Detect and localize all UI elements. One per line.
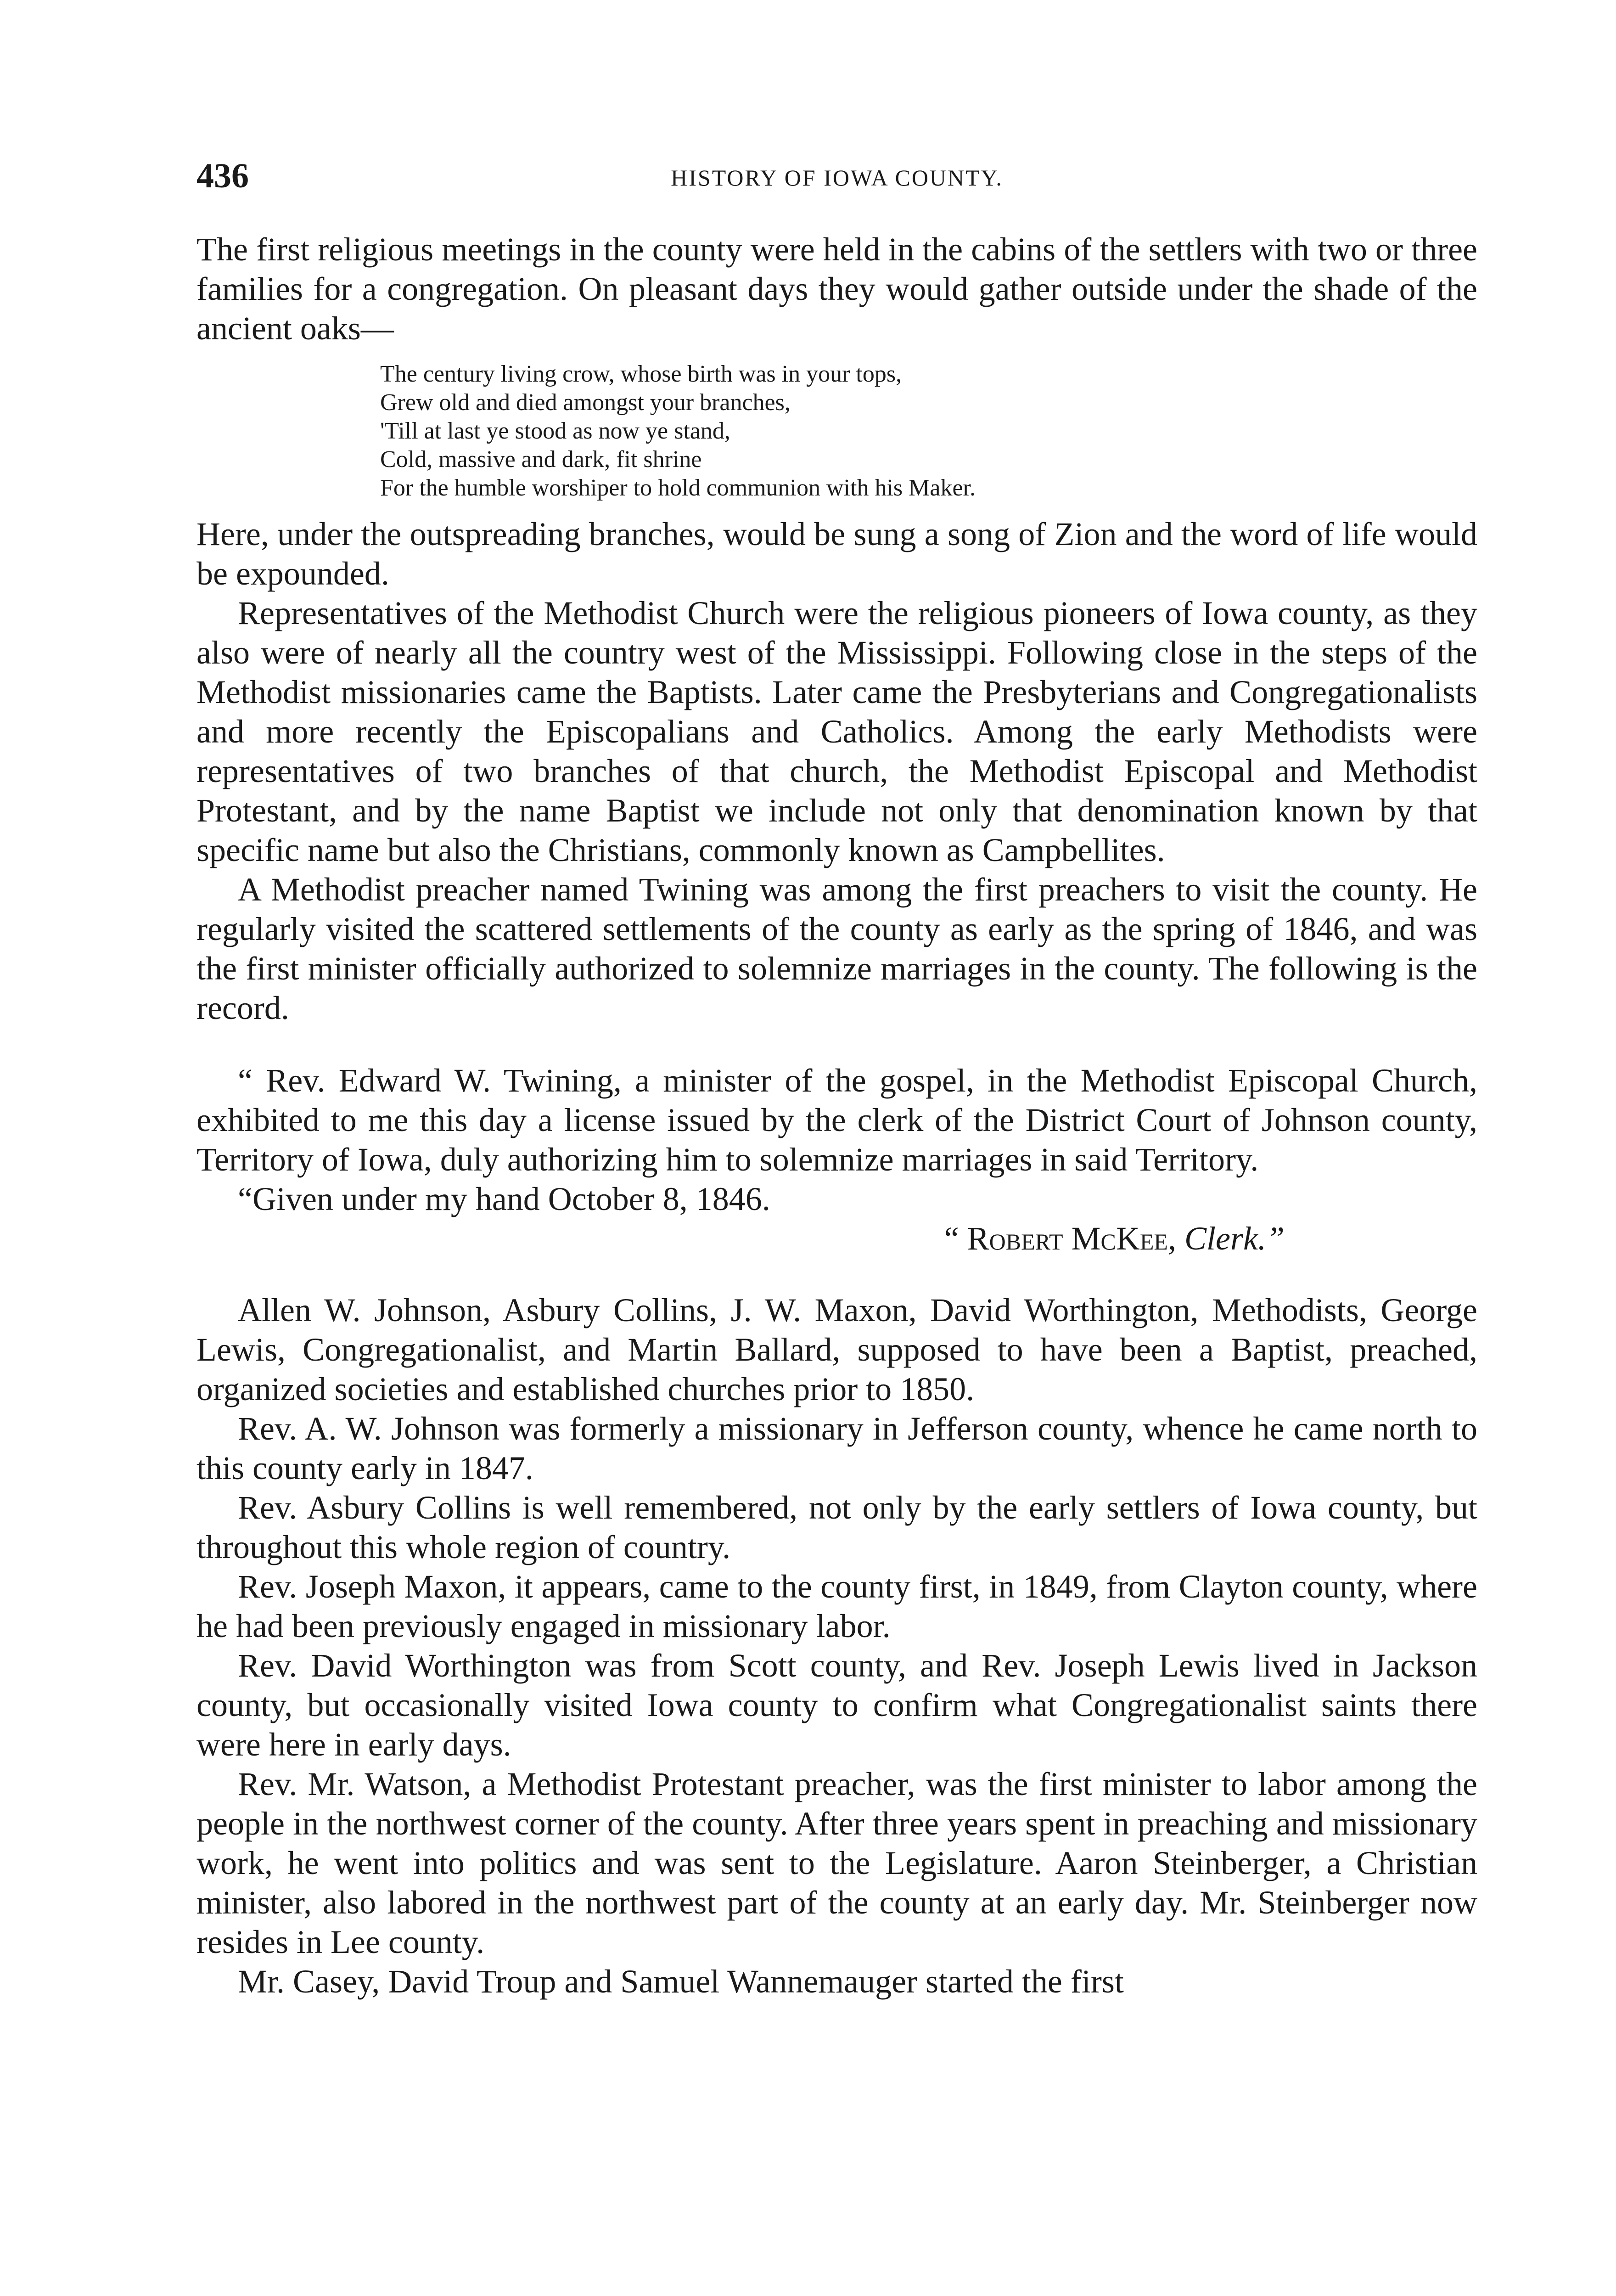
book-page xyxy=(196,156,1477,2001)
paragraph-worthington-lewis: Rev. David Worthington was from Scott county, and Rev. Joseph Lewis lived in Jackson county, but occasionally visited Iowa county to confirm what Congregationalist saints there were here in early days. xyxy=(196,1647,1477,1763)
verse-line: For the humble worshiper to hold communion with his Maker. xyxy=(380,475,976,501)
paragraph-methodist-pioneers: Representatives of the Methodist Church were the religious pioneers of Iowa county, as they also were of nearly all the country west of the Mississippi. Following close in the steps of the Methodist missionaries came the Baptists. Later came the Presbyterians and Congregationalists and more recently the Episcopalians and Catholics. Among the early Methodists were representatives of two branches of that church, the Methodist Episcopal and Methodist Protestant, and by the name Baptist we include not only that denomination known by that specific name but also the Christians, commonly known as Campbellites. xyxy=(196,595,1477,868)
intro-paragraph: The first religious meetings in the county were held in the cabins of the settlers with two or three families for a congregation. On pleasant days they would gather outside under the shade of the ancient oaks— xyxy=(196,231,1477,347)
verse-line: The century living crow, whose birth was in your tops, xyxy=(380,361,902,387)
license-record-body: “ Rev. Edward W. Twining, a minister of the gospel, in the Methodist Episcopal Church, exhibited to me this day a license issued by the clerk of the District Court of Johnson county, Territory of Iowa, duly authorizing him to solemnize marriages in said Territory. xyxy=(196,1062,1477,1178)
verse-line: Grew old and died amongst your branches, xyxy=(380,389,791,416)
clerk-name: “ Robert McKee, xyxy=(944,1220,1176,1257)
paragraph-early-preachers: Allen W. Johnson, Asbury Collins, J. W. Maxon, David Worthington, Methodists, George Lewis, Congregationalist, and Martin Ballard, supposed to have been a Baptist, preached, organized societies and established churches prior to 1850. xyxy=(196,1292,1477,1407)
paragraph-maxon: Rev. Joseph Maxon, it appears, came to the county first, in 1849, from Clayton county, where he had been previously engaged in missionary labor. xyxy=(196,1568,1477,1644)
running-title: HISTORY OF IOWA COUNTY. xyxy=(671,165,1003,191)
verse-line: 'Till at last ye stood as now ye stand, xyxy=(380,418,730,444)
page-number: 436 xyxy=(196,157,249,195)
paragraph-zion: Here, under the outspreading branches, would be sung a song of Zion and the word of life would be expounded. xyxy=(196,516,1477,592)
paragraph-collins: Rev. Asbury Collins is well remembered, not only by the early settlers of Iowa county, but throughout this whole region of country. xyxy=(196,1489,1477,1565)
license-record xyxy=(196,1061,1477,1258)
paragraph-johnson: Rev. A. W. Johnson was formerly a missionary in Jefferson county, whence he came north to this county early in 1847. xyxy=(196,1410,1477,1486)
page-header xyxy=(196,156,1477,207)
clerk-title: Clerk.” xyxy=(1184,1220,1285,1257)
verse-block xyxy=(380,360,1477,502)
paragraph-twining: A Methodist preacher named Twining was among the first preachers to visit the county. He regularly visited the scattered settlements of the county as early as the spring of 1846, and was the first minister officially authorized to solemnize marriages in the county. The following is the record. xyxy=(196,871,1477,1026)
license-record-given: “Given under my hand October 8, 1846. xyxy=(238,1181,770,1217)
paragraph-watson-steinberger: Rev. Mr. Watson, a Methodist Protestant preacher, was the first minister to labor among the people in the northwest corner of the county. After three years spent in preaching and missionary work, he went into politics and was sent to the Legislature. Aaron Steinberger, a Christian minister, also labored in the northwest part of the county at an early day. Mr. Steinberger now resides in Lee county. xyxy=(196,1766,1477,1960)
verse-line: Cold, massive and dark, fit shrine xyxy=(380,446,702,473)
paragraph-casey: Mr. Casey, David Troup and Samuel Wannemauger started the first xyxy=(238,1963,1124,2000)
clerk-signature xyxy=(196,1219,1477,1258)
